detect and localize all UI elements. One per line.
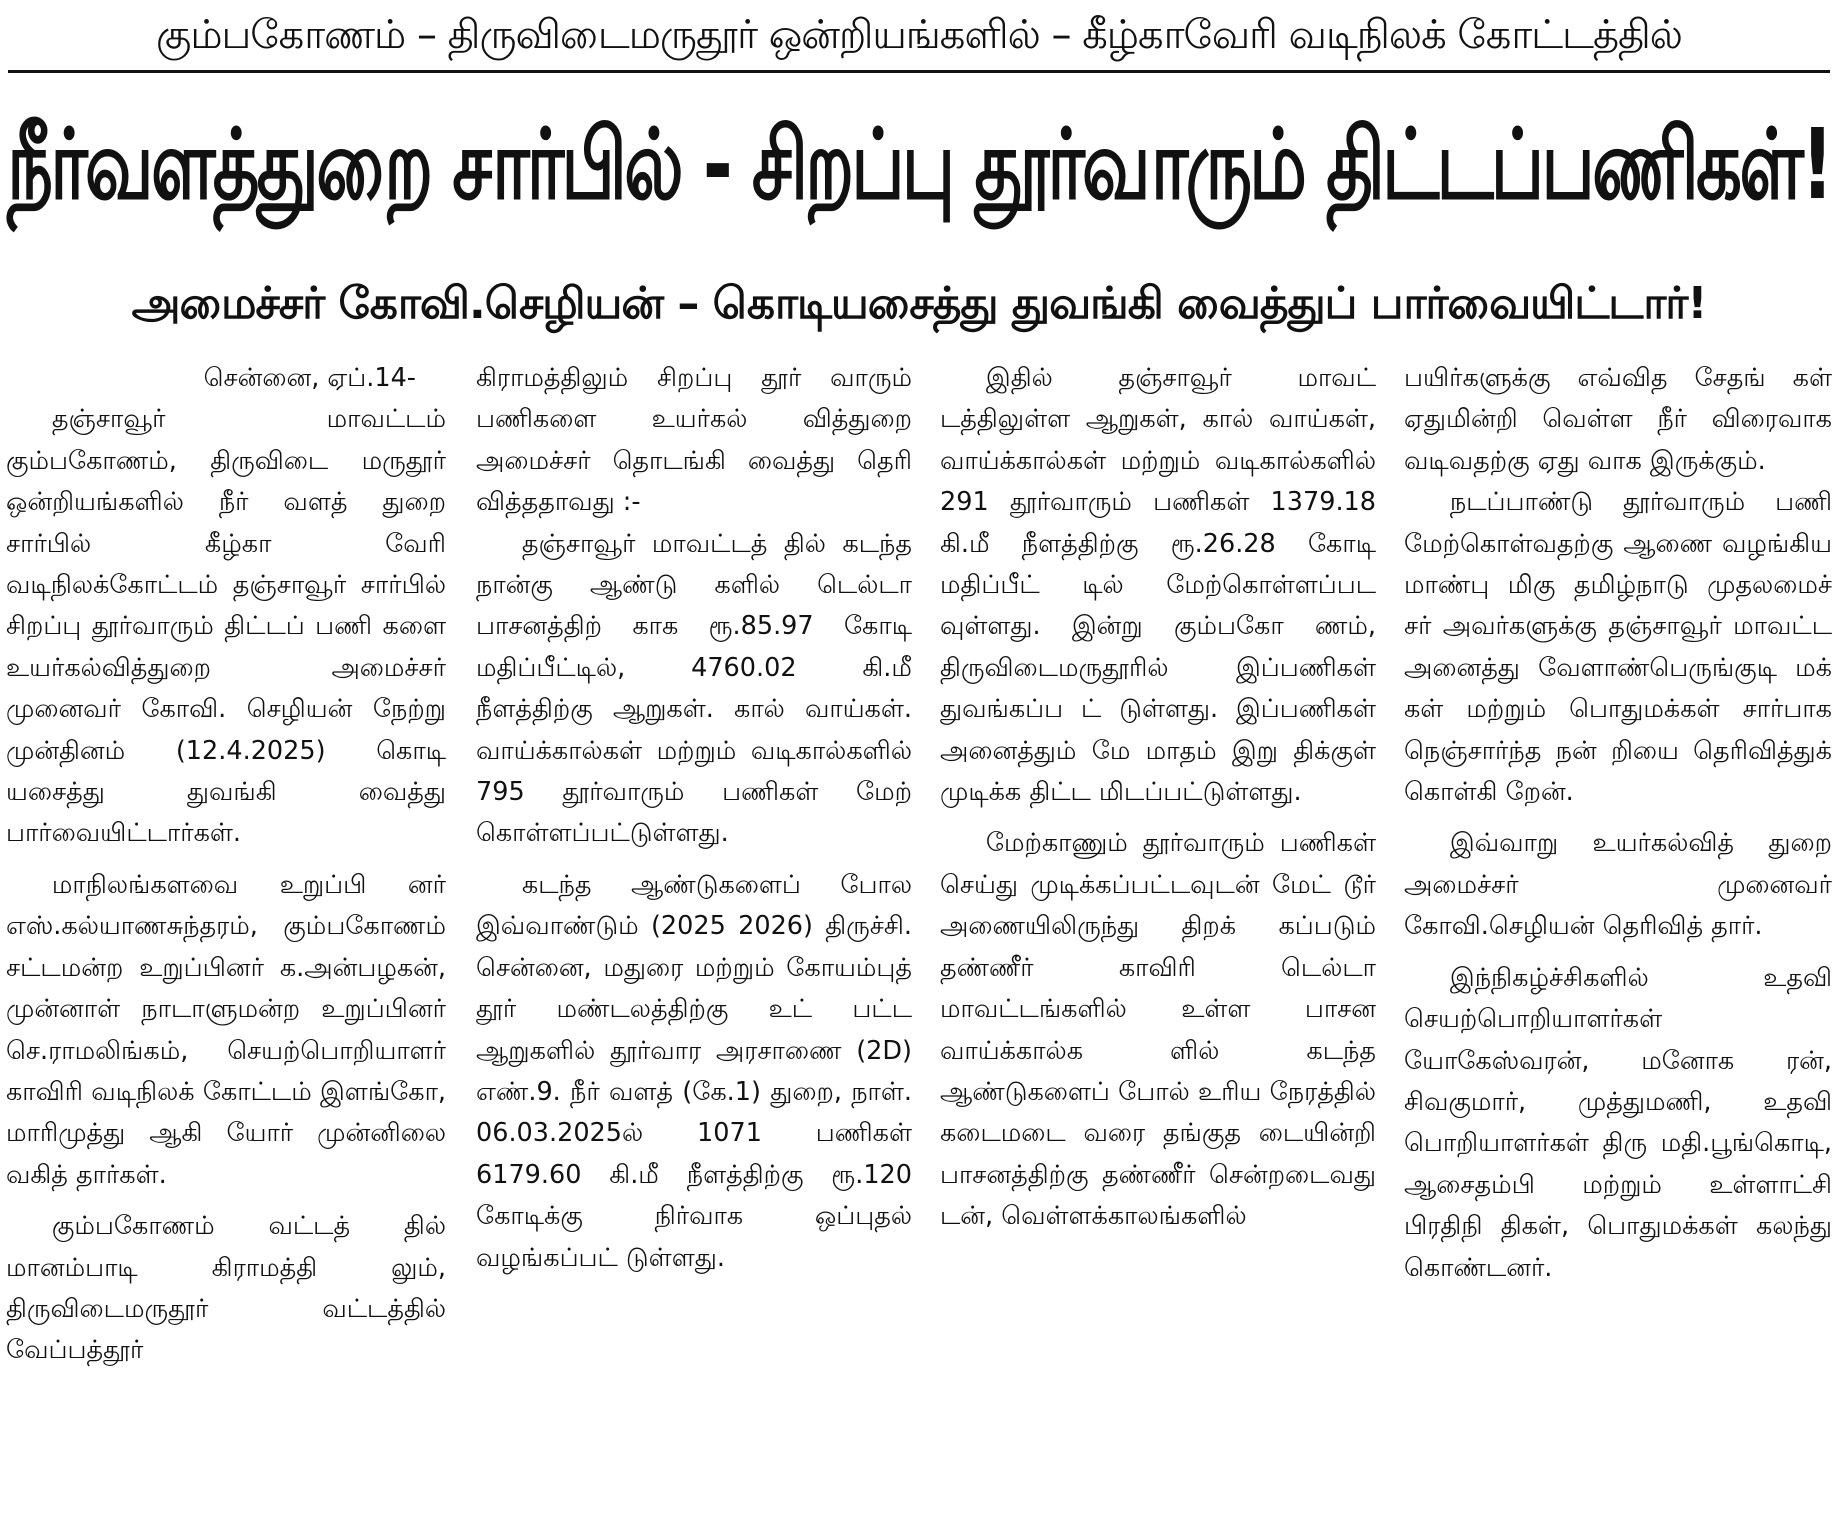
paragraph: இதில் தஞ்சாவூர் மாவட் டத்திலுள்ள ஆறுகள், கால் வாய்கள், வாய்க்கால்கள் மற்றும் வடிகால்களில் 291 தூர்வாரும் பணிகள் 1379.18 கி.மீ நீளத்திற்கு ரூ.26.28 கோடி மதிப்பீட் டில் மேற்கொள்ளப்பட வுள்ளது. இன்று கும்பகோ ணம், திருவிடைமருதூரில் இப்பணிகள் துவங்கப்ப ட் டுள்ளது. இப்பணிகள் அனைத்தும் மே மாதம் இறு திக்குள் முடிக்க திட்ட மிடப்பட்டுள்ளது. [940, 363, 1376, 808]
subheadline: அமைச்சர் கோவி.செழியன் – கொடியசைத்து துவங்கி வைத்துப் பார்வையிட்டார்! [131, 278, 1707, 329]
paragraph: கிராமத்திலும் சிறப்பு தூர் வாரும் பணிகளை உயர்கல் வித்துறை அமைச்சர் தொடங்கி வைத்து தெரி வித்ததாவது :- [476, 363, 912, 518]
paragraph: தஞ்சாவூர் மாவட்டம் கும்பகோணம், திருவிடை மருதூர் ஒன்றியங்களில் நீர் வளத் துறை சார்பில் கீழ்கா வேரி வடிநிலக்கோட்டம் தஞ்சாவூர் சார்பில் சிறப்பு தூர்வாரும் திட்டப் பணி களை உயர்கல்வித்துறை அமைச்சர் முனைவர் கோவி. செழியன் நேற்று முன்தினம் (12.4.2025) கொடி யசைத்து துவங்கி வைத்து பார்வையிட்டார்கள். [6, 404, 446, 849]
column-1 [6, 358, 446, 1530]
column-4 [1404, 358, 1832, 1530]
paragraph: கடந்த ஆண்டுகளைப் போல இவ்வாண்டும் (2025 2026) திருச்சி. சென்னை, மதுரை மற்றும் கோயம்புத் தூர் மண்டலத்திற்கு உட் பட்ட ஆறுகளில் தூர்வார அரசாணை (2D) எண்.9. நீர் வளத் (கே.1) துறை, நாள். 06.03.2025ல் 1071 பணிகள் 6179.60 கி.மீ நீளத்திற்கு ரூ.120 கோடிக்கு நிர்வாக ஒப்புதல் வழங்கப்பட் டுள்ளது. [476, 869, 912, 1273]
paragraph: தஞ்சாவூர் மாவட்டத் தில் கடந்த நான்கு ஆண்டு களில் டெல்டா பாசனத்திற் காக ரூ.85.97 கோடி மதிப்பீட்டில், 4760.02 கி.மீ நீளத்திற்கு ஆறுகள். கால் வாய்கள். வாய்க்கால்கள் மற்றும் வடிகால்களில் 795 தூர்வாரும் பணிகள் மேற் கொள்ளப்பட்டுள்ளது. [476, 528, 912, 849]
column-3 [940, 358, 1376, 1530]
column-2 [476, 358, 912, 1530]
dateline: சென்னை, ஏப்.14- [203, 363, 416, 393]
kicker-line: கும்பகோணம் – திருவிடைமருதூர் ஒன்றியங்களில் – கீழ்காவேரி வடிநிலக் கோட்டத்தில் [156, 12, 1682, 58]
paragraph: இந்நிகழ்ச்சிகளில் உதவி செயற்பொறியாளர்கள் யோகேஸ்வரன், மனோக ரன், சிவகுமார், முத்துமணி, உதவி பொறியாளர்கள் திரு மதி.பூங்கொடி, ஆசைதம்பி மற்றும் உள்ளாட்சி பிரதிநி திகள், பொதுமக்கள் கலந்து கொண்டனர். [1404, 962, 1832, 1283]
paragraph: பயிர்களுக்கு எவ்வித சேதங் கள் ஏதுமின்றி வெள்ள நீர் விரைவாக வடிவதற்கு ஏது வாக இருக்கும். [1404, 363, 1832, 476]
paragraph: மாநிலங்களவை உறுப்பி னர் எஸ்.கல்யாணசுந்தரம், கும்பகோணம் சட்டமன்ற உறுப்பினர் க.அன்பழகன், முன்னாள் நாடாளுமன்ற உறுப்பினர் செ.ராமலிங்கம், செயற்பொறியாளர் காவிரி வடிநிலக் கோட்டம் இளங்கோ, மாரிமுத்து ஆகி யோர் முன்னிலை வகித் தார்கள். [6, 869, 446, 1190]
article-body [0, 358, 1838, 1530]
paragraph: இவ்வாறு உயர்கல்வித் துறை அமைச்சர் முனைவர் கோவி.செழியன் தெரிவித் தார். [1404, 828, 1832, 942]
paragraph: மேற்காணும் தூர்வாரும் பணிகள் செய்து முடிக்கப்பட்டவுடன் மேட் டூர் அணையிலிருந்து திறக் கப்படும் தண்ணீர் காவிரி டெல்டா மாவட்டங்களில் உள்ள பாசன வாய்க்கால்க ளில் கடந்த ஆண்டுகளைப் போல் உரிய நேரத்தில் கடைமடை வரை தங்குத டையின்றி பாசனத்திற்கு தண்ணீர் சென்றடைவது டன், வெள்ளக்காலங்களில் [940, 828, 1376, 1232]
paragraph: நடப்பாண்டு தூர்வாரும் பணி மேற்கொள்வதற்கு ஆணை வழங்கிய மாண்பு மிகு தமிழ்நாடு முதலமைச் சர் அவர்களுக்கு தஞ்சாவூர் மாவட்ட அனைத்து வேளாண்பெருங்குடி மக் கள் மற்றும் பொதுமக்கள் சார்பாக நெஞ்சார்ந்த நன் றியை தெரிவித்துக் கொள்கி றேன். [1404, 487, 1832, 808]
headline: நீர்வளத்துறை சார்பில் - சிறப்பு தூர்வாரும் திட்டப்பணிகள்! [7, 107, 1831, 221]
paragraph: கும்பகோணம் வட்டத் தில் மானம்பாடி கிராமத்தி லும், திருவிடைமருதூர் வட்டத்தில் வேப்பத்தூர் [6, 1211, 446, 1366]
